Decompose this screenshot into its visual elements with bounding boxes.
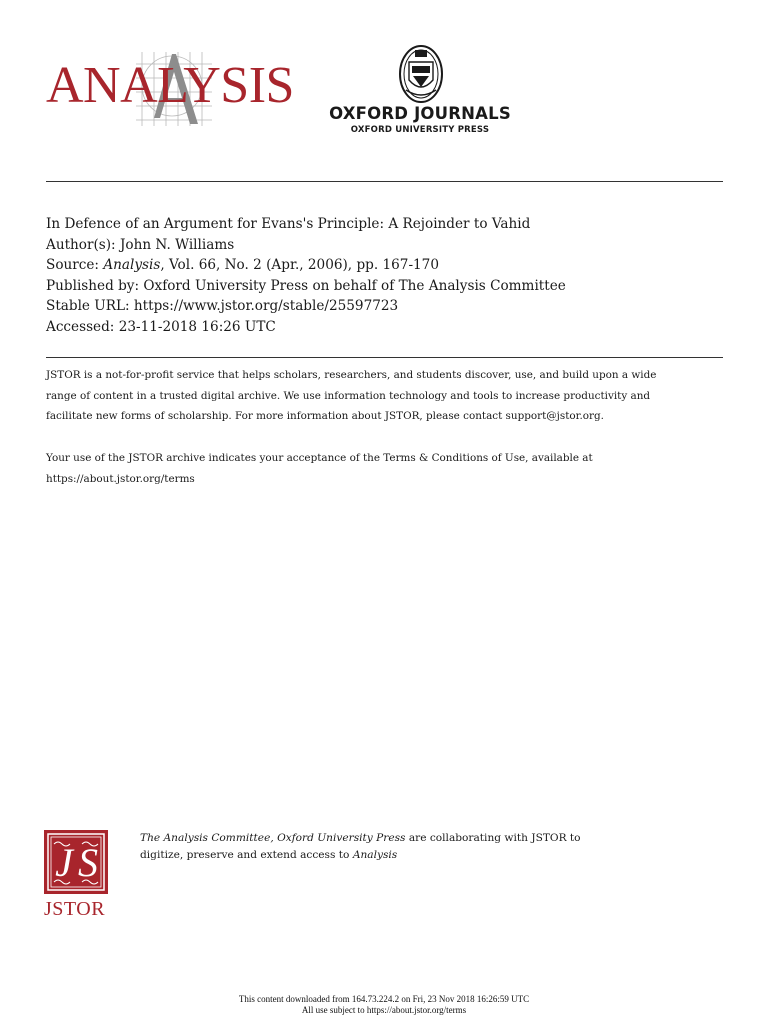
stable-url-line [46, 296, 726, 317]
collab-line-2-text: digitize, preserve and extend access to [140, 848, 353, 861]
publisher-label: Published by: [46, 277, 140, 294]
publisher-line [46, 276, 726, 297]
download-stamp [0, 994, 768, 1016]
accessed-label: Accessed: [46, 318, 115, 335]
stable-url-label: Stable URL: [46, 298, 130, 315]
collab-journal: Analysis [352, 848, 398, 861]
source-journal: Analysis [103, 257, 161, 274]
divider-top [46, 181, 723, 182]
authors-line [46, 235, 726, 256]
analysis-logo [44, 48, 294, 128]
authors-value: John N. Williams [119, 236, 235, 253]
source-details: , Vol. 66, No. 2 (Apr., 2006), pp. 167-170 [160, 257, 439, 274]
accessed-value: 23-11-2018 16:26 UTC [118, 318, 276, 335]
collab-publishers: The Analysis Committee, Oxford University Press [140, 832, 406, 844]
download-line-1: This content downloaded from 164.73.224.2 on Fri, 23 Nov 2018 16:26:59 UTC [238, 994, 530, 1004]
collaboration-statement [140, 830, 740, 863]
terms-line-1: Your use of the JSTOR archive indicates your acceptance of the Terms & Conditions of Use, available at [46, 451, 593, 464]
accessed-line [46, 317, 726, 338]
oxford-journals-logo-text: OXFORD JOURNALS [329, 104, 511, 123]
jstor-logo-text: JSTOR [44, 898, 106, 920]
divider-middle [46, 357, 723, 358]
oxford-seal-icon [398, 44, 444, 104]
stable-url-link[interactable]: https://www.jstor.org/stable/25597723 [133, 298, 399, 315]
article-title: In Defence of an Argument for Evans's Principle: A Rejoinder to Vahid [46, 216, 531, 232]
authors-label: Author(s): [46, 236, 116, 253]
source-line [46, 255, 726, 276]
jstor-logo [44, 830, 108, 920]
collab-line-1 [140, 830, 740, 847]
jstor-emblem-icon [44, 830, 108, 894]
svg-text:J: J [55, 840, 73, 885]
collab-text: are collaborating with JSTOR to [405, 832, 581, 844]
download-line-2: All use subject to https://about.jstor.org/terms [301, 1005, 467, 1015]
notice-line-1: JSTOR is a not-for-profit service that helps scholars, researchers, and students discover, use, and build upon a wide [46, 369, 657, 381]
analysis-logo-text: ANALYSIS [46, 57, 294, 114]
source-label: Source: [46, 257, 99, 274]
publisher-value: Oxford University Press on behalf of The Analysis Committee [143, 277, 566, 294]
notice-line-3: facilitate new forms of scholarship. For more information about JSTOR, please contact support@jstor.org. [46, 410, 604, 423]
notice-line-2: range of content in a trusted digital archive. We use information technology and tools to increase productivity and [46, 389, 651, 402]
svg-text:S: S [78, 840, 98, 885]
collab-line-2 [140, 847, 740, 864]
oxford-university-press-text: OXFORD UNIVERSITY PRESS [350, 125, 490, 135]
jstor-notice [46, 365, 726, 489]
citation-block [46, 214, 726, 338]
terms-link[interactable]: https://about.jstor.org/terms [46, 472, 195, 485]
